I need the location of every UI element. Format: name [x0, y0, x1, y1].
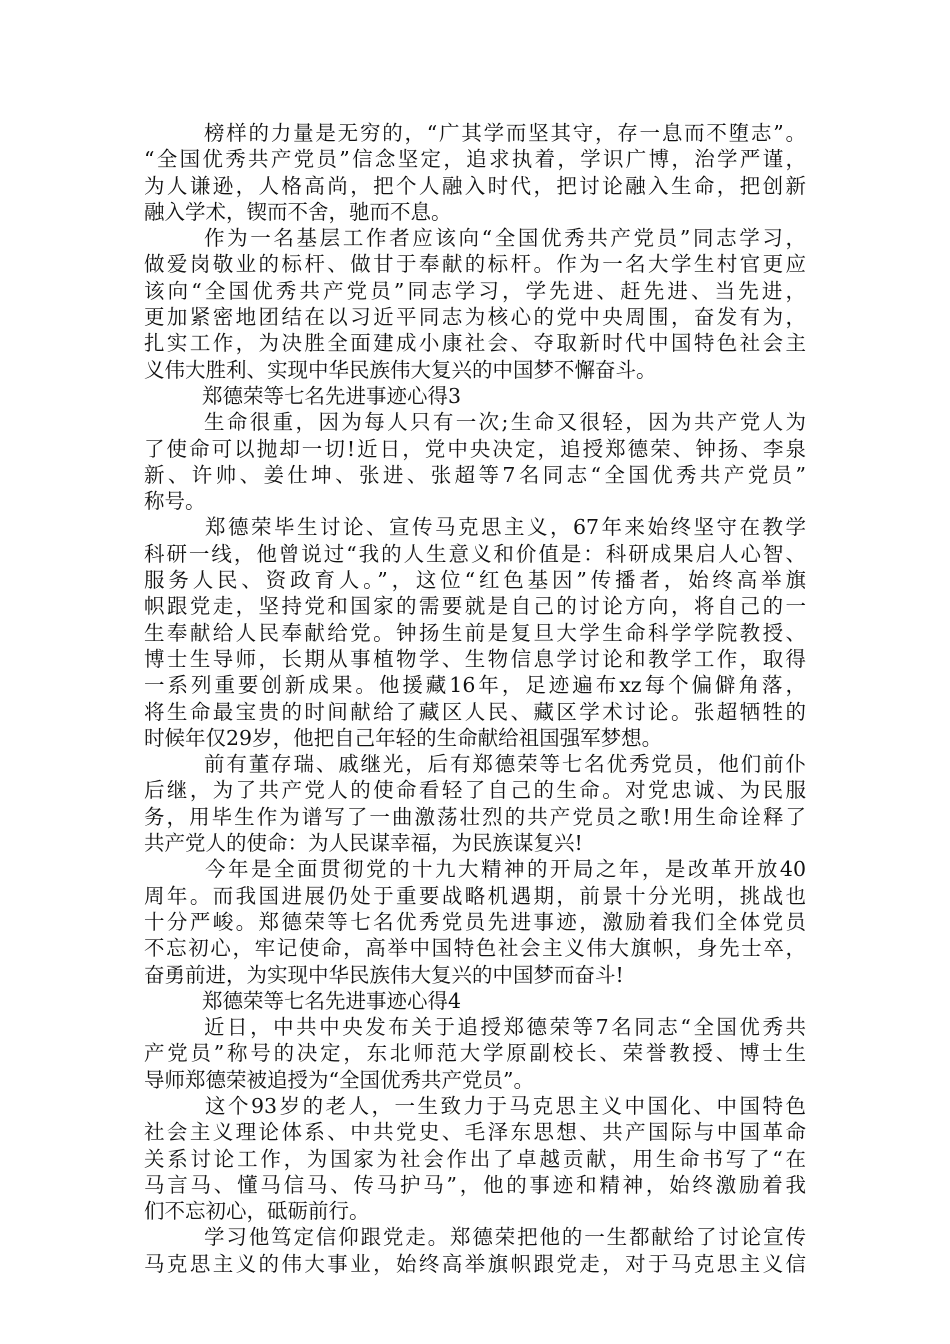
text-line: 十分严峻。郑德荣等七名优秀党员先进事迹，激励着我们全体党员 [144, 909, 806, 934]
text-line: 生奉献给人民奉献给党。钟扬生前是复旦大学生命科学学院教授、 [144, 620, 806, 645]
text-line: 称号。 [144, 489, 206, 514]
text-line: 将生命最宝贵的时间献给了藏区人民、藏区学术讨论。张超牺牲的 [144, 699, 806, 724]
paragraph-first-line: 这个93岁的老人，一生致力于马克思主义中国化、中国特色 [205, 1093, 806, 1118]
text-line: 马言马、懂马信马、传马护马”，他的事迹和精神，始终激励着我 [144, 1172, 806, 1197]
text-line: 产党员”称号的决定，东北师范大学原副校长、荣誉教授、博士生 [144, 1041, 806, 1066]
text-line: 时候年仅29岁，他把自己年轻的生命献给祖国强军梦想。 [144, 725, 663, 750]
document-body [144, 120, 806, 1277]
text-line: 为人谦逊，人格高尚，把个人融入时代，把讨论融入生命，把创新 [144, 173, 806, 198]
text-line: 了使命可以抛却一切!近日，党中央决定，追授郑德荣、钟扬、李泉 [144, 436, 806, 461]
text-line: 科研一线，他曾说过“我的人生意义和价值是：科研成果启人心智、 [144, 541, 806, 566]
text-line: 共产党人的使命：为人民谋幸福，为民族谋复兴! [144, 831, 583, 856]
text-line: “全国优秀共产党员”信念坚定，追求执着，学识广博，治学严谨， [144, 147, 806, 172]
text-line: 融入学术，锲而不舍，驰而不息。 [144, 199, 452, 224]
paragraph-first-line: 郑德荣毕生讨论、宣传马克思主义，67年来始终坚守在教学 [205, 515, 806, 540]
text-line: 该向“全国优秀共产党员”同志学习，学先进、赶先进、当先进， [144, 278, 806, 303]
text-line: 导师郑德荣被追授为“全国优秀共产党员”。 [144, 1067, 534, 1092]
text-line: 社会主义理论体系、中共党史、毛泽东思想、共产国际与中国革命 [144, 1120, 806, 1145]
section-heading: 郑德荣等七名先进事迹心得3 [202, 383, 462, 408]
text-line: 奋勇前进，为实现中华民族伟大复兴的中国梦而奋斗! [144, 962, 624, 987]
text-line: 马克思主义的伟大事业，始终高举旗帜跟党走，对于马克思主义信 [144, 1251, 806, 1276]
text-line: 新、许帅、姜仕坤、张进、张超等7名同志“全国优秀共产党员” [144, 462, 806, 487]
paragraph-first-line: 作为一名基层工作者应该向“全国优秀共产党员”同志学习， [204, 226, 806, 251]
text-line: 们不忘初心，砥砺前行。 [144, 1199, 370, 1224]
text-line: 后继，为了共产党人的使命看轻了自己的生命。对党忠诚、为民服 [144, 778, 806, 803]
text-line: 关系讨论工作，为国家为社会作出了卓越贡献，用生命书写了“在 [144, 1146, 806, 1171]
text-line: 务，用毕生作为谱写了一曲激荡壮烈的共产党员之歌!用生命诠释了 [144, 804, 806, 829]
text-line: 帜跟党走，坚持党和国家的需要就是自己的讨论方向，将自己的一 [144, 594, 806, 619]
text-line: 不忘初心，牢记使命，高举中国特色社会主义伟大旗帜，身先士卒， [144, 936, 806, 961]
text-line: 服务人民、资政育人。”，这位“红色基因”传播者，始终高举旗 [144, 568, 806, 593]
text-line: 义伟大胜利、实现中华民族伟大复兴的中国梦不懈奋斗。 [144, 357, 657, 382]
paragraph-first-line: 近日，中共中央发布关于追授郑德荣等7名同志“全国优秀共 [204, 1015, 806, 1040]
text-line: 做爱岗敬业的标杆、做甘于奉献的标杆。作为一名大学生村官更应 [144, 252, 806, 277]
text-line: 更加紧密地团结在以习近平同志为核心的党中央周围，奋发有为， [144, 305, 806, 330]
paragraph-first-line: 榜样的力量是无穷的，“广其学而坚其守，存一息而不堕志”。 [204, 121, 806, 145]
paragraph-first-line: 学习他笃定信仰跟党走。郑德荣把他的一生都献给了讨论宣传 [204, 1225, 806, 1250]
paragraph-first-line: 生命很重，因为每人只有一次;生命又很轻，因为共产党人为 [204, 410, 806, 435]
text-line: 一系列重要创新成果。他援藏16年，足迹遍布xz每个偏僻角落， [144, 673, 806, 698]
paragraph-first-line: 前有董存瑞、戚继光，后有郑德荣等七名优秀党员，他们前仆 [204, 752, 806, 777]
section-heading: 郑德荣等七名先进事迹心得4 [202, 988, 462, 1013]
paragraph-first-line: 今年是全面贯彻党的十九大精神的开局之年，是改革开放40 [205, 857, 806, 882]
text-line: 博士生导师，长期从事植物学、生物信息学讨论和教学工作，取得 [144, 646, 806, 671]
text-line: 扎实工作，为决胜全面建成小康社会、夺取新时代中国特色社会主 [144, 331, 806, 356]
text-line: 周年。而我国进展仍处于重要战略机遇期，前景十分光明，挑战也 [144, 883, 806, 908]
